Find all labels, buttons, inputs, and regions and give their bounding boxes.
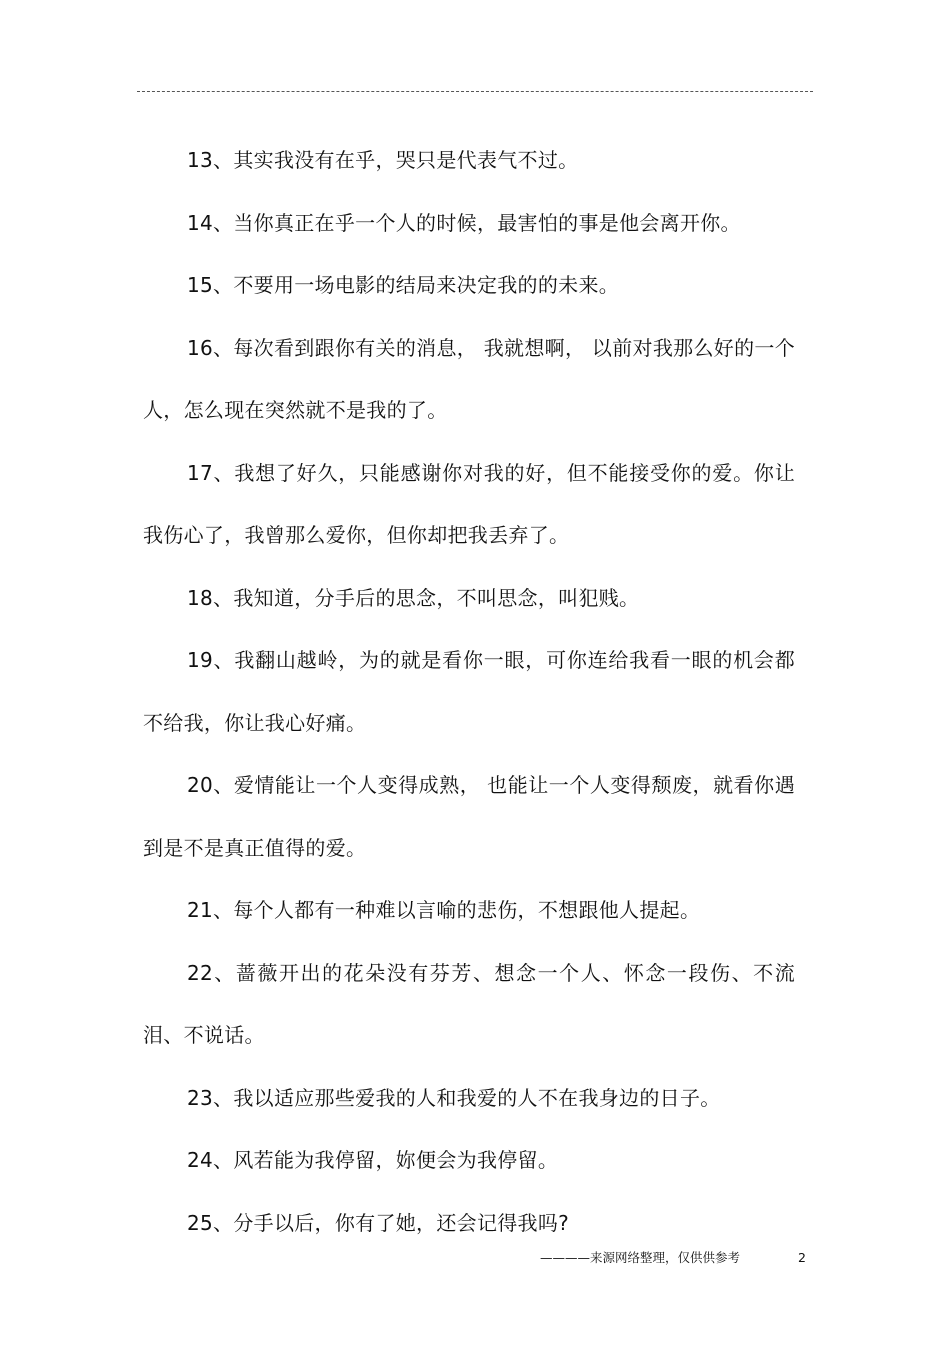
header-divider (137, 91, 813, 92)
paragraph-25: 25、分手以后，你有了她，还会记得我吗? (187, 1210, 570, 1235)
paragraph-13: 13、其实我没有在乎，哭只是代表气不过。 (187, 148, 579, 172)
paragraph-24: 24、风若能为我停留，妳便会为我停留。 (187, 1148, 559, 1172)
paragraph-23: 23、我以适应那些爱我的人和我爱的人不在我身边的日子。 (187, 1085, 721, 1110)
footer-source-note: ————来源网络整理，仅供供参考 (540, 1250, 741, 1265)
paragraph-19: 19、我翻山越岭，为的就是看你一眼，可你连给我看一眼的机会都不给我，你让我心好痛。 (143, 648, 795, 735)
paragraph-16: 16、每次看到跟你有关的消息， 我就想啊， 以前对我那么好的一个人，怎么现在突然就不是我的了。 (143, 335, 795, 422)
paragraph-15: 15、不要用一场电影的结局来决定我的的未来。 (187, 273, 620, 297)
paragraph-22: 22、蔷薇开出的花朵没有芬芳、想念一个人、怀念一段伤、不流泪、不说话。 (143, 960, 795, 1047)
paragraph-17: 17、我想了好久，只能感谢你对我的好，但不能接受你的爱。你让我伤心了，我曾那么爱你，但你却把我丢弃了。 (143, 460, 795, 547)
paragraph-14: 14、当你真正在乎一个人的时候，最害怕的事是他会离开你。 (187, 210, 741, 235)
paragraph-18: 18、我知道，分手后的思念，不叫思念，叫犯贱。 (187, 585, 640, 610)
paragraph-21: 21、每个人都有一种难以言喻的悲伤，不想跟他人提起。 (187, 898, 701, 922)
document-body (143, 129, 795, 1254)
page-number: 2 (798, 1250, 806, 1265)
page-footer (540, 1249, 810, 1267)
paragraph-20: 20、爱情能让一个人变得成熟， 也能让一个人变得颓废，就看你遇到是不是真正值得的爱。 (143, 773, 795, 860)
